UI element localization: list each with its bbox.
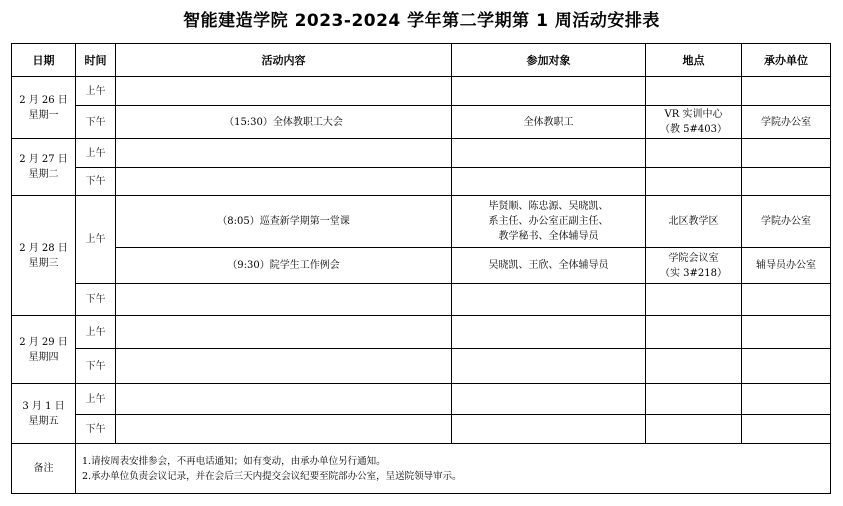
pm-cell: 下午 [76,284,116,316]
location-cell [646,106,742,139]
table-row [12,349,831,384]
table-row [12,384,831,415]
location-cell [646,77,742,106]
organizer-cell: 学院办公室 [742,106,831,139]
header-time: 时间 [76,44,116,77]
header-participants: 参加对象 [452,44,646,77]
location-line: 学院会议室 [668,252,719,264]
header-organizer: 承办单位 [742,44,831,77]
notes-cell [76,444,831,494]
participants-cell [452,196,646,248]
location-cell [646,349,742,384]
date-text: 2 月 26 日 [19,94,68,106]
organizer-cell [742,77,831,106]
table-row [12,248,831,284]
date-cell [12,316,76,384]
date-text: 2 月 28 日 [19,242,68,254]
table-row [12,139,831,168]
schedule-table [11,43,831,494]
date-text: 3 月 1 日 [22,400,65,412]
content-cell [116,139,452,168]
weekday-text: 星期二 [28,169,59,180]
organizer-cell [742,415,831,444]
pm-cell: 下午 [76,168,116,196]
content-cell [116,77,452,106]
participants-cell [452,168,646,196]
content-cell: （15:30）全体教职工大会 [116,106,452,139]
participants-cell [452,415,646,444]
content-cell [116,284,452,316]
table-row [12,77,831,106]
location-cell [646,284,742,316]
content-cell [116,168,452,196]
pm-cell: 下午 [76,106,116,139]
participants-cell: 全体教职工 [452,106,646,139]
weekday-text: 星期一 [28,109,59,121]
header-row [12,44,831,77]
participants-line: 系主任、办公室正副主任、 [488,216,609,227]
notes-line: 1.请按周表安排参会，不再电话通知；如有变动，由承办单位另行通知。 [82,455,386,467]
header-location: 地点 [646,44,742,77]
location-cell [646,384,742,415]
participants-cell [452,316,646,349]
content-cell: （9:30）院学生工作例会 [116,248,452,284]
participants-line: 教学秘书、全体辅导员 [498,231,599,242]
am-cell: 上午 [76,316,116,349]
date-cell [12,384,76,444]
am-cell: 上午 [76,139,116,168]
participants-line: 毕贤顺、陈忠源、吴晓凯、 [488,201,609,212]
location-cell: 北区教学区 [646,196,742,248]
content-cell: （8:05）巡查新学期第一堂课 [116,196,452,248]
location-cell [646,316,742,349]
table-row [12,415,831,444]
content-cell [116,316,452,349]
pm-cell: 下午 [76,415,116,444]
organizer-cell [742,316,831,349]
header-content: 活动内容 [116,44,452,77]
location-line: VR 实训中心 [664,109,723,120]
weekday-text: 星期四 [28,351,59,363]
organizer-cell: 学院办公室 [742,196,831,248]
organizer-cell: 辅导员办公室 [742,248,831,284]
location-cell [646,415,742,444]
notes-row [12,444,831,494]
participants-cell [452,384,646,415]
table-row [12,196,831,248]
date-cell [12,77,76,139]
location-cell [646,139,742,168]
organizer-cell [742,384,831,415]
am-cell: 上午 [76,77,116,106]
weekday-text: 星期五 [28,415,59,427]
content-cell [116,415,452,444]
content-cell [116,349,452,384]
location-line: （教 5#403） [659,124,727,135]
date-text: 2 月 29 日 [19,336,68,348]
location-cell [646,248,742,284]
page-title: 智能建造学院 2023-2024 学年第二学期第 1 周活动安排表 [183,11,660,31]
date-cell [12,196,76,316]
participants-cell [452,284,646,316]
am-cell: 上午 [76,196,116,284]
organizer-cell [742,168,831,196]
notes-label: 备注 [12,444,76,494]
location-line: （实 3#218） [659,267,727,279]
pm-cell: 下午 [76,349,116,384]
organizer-cell [742,284,831,316]
organizer-cell [742,139,831,168]
date-text: 2 月 27 日 [19,154,68,165]
location-cell [646,168,742,196]
participants-cell [452,77,646,106]
notes-line: 2.承办单位负责会议记录，并在会后三天内提交会议纪要至院部办公室，呈送院领导审示。 [82,470,462,482]
weekday-text: 星期三 [28,257,59,269]
table-row [12,284,831,316]
table-row [12,316,831,349]
table-row [12,106,831,139]
table-row [12,168,831,196]
date-cell [12,139,76,196]
am-cell: 上午 [76,384,116,415]
participants-cell [452,139,646,168]
content-cell [116,384,452,415]
participants-cell [452,349,646,384]
participants-cell: 吴晓凯、王欣、全体辅导员 [452,248,646,284]
header-date: 日期 [12,44,76,77]
organizer-cell [742,349,831,384]
